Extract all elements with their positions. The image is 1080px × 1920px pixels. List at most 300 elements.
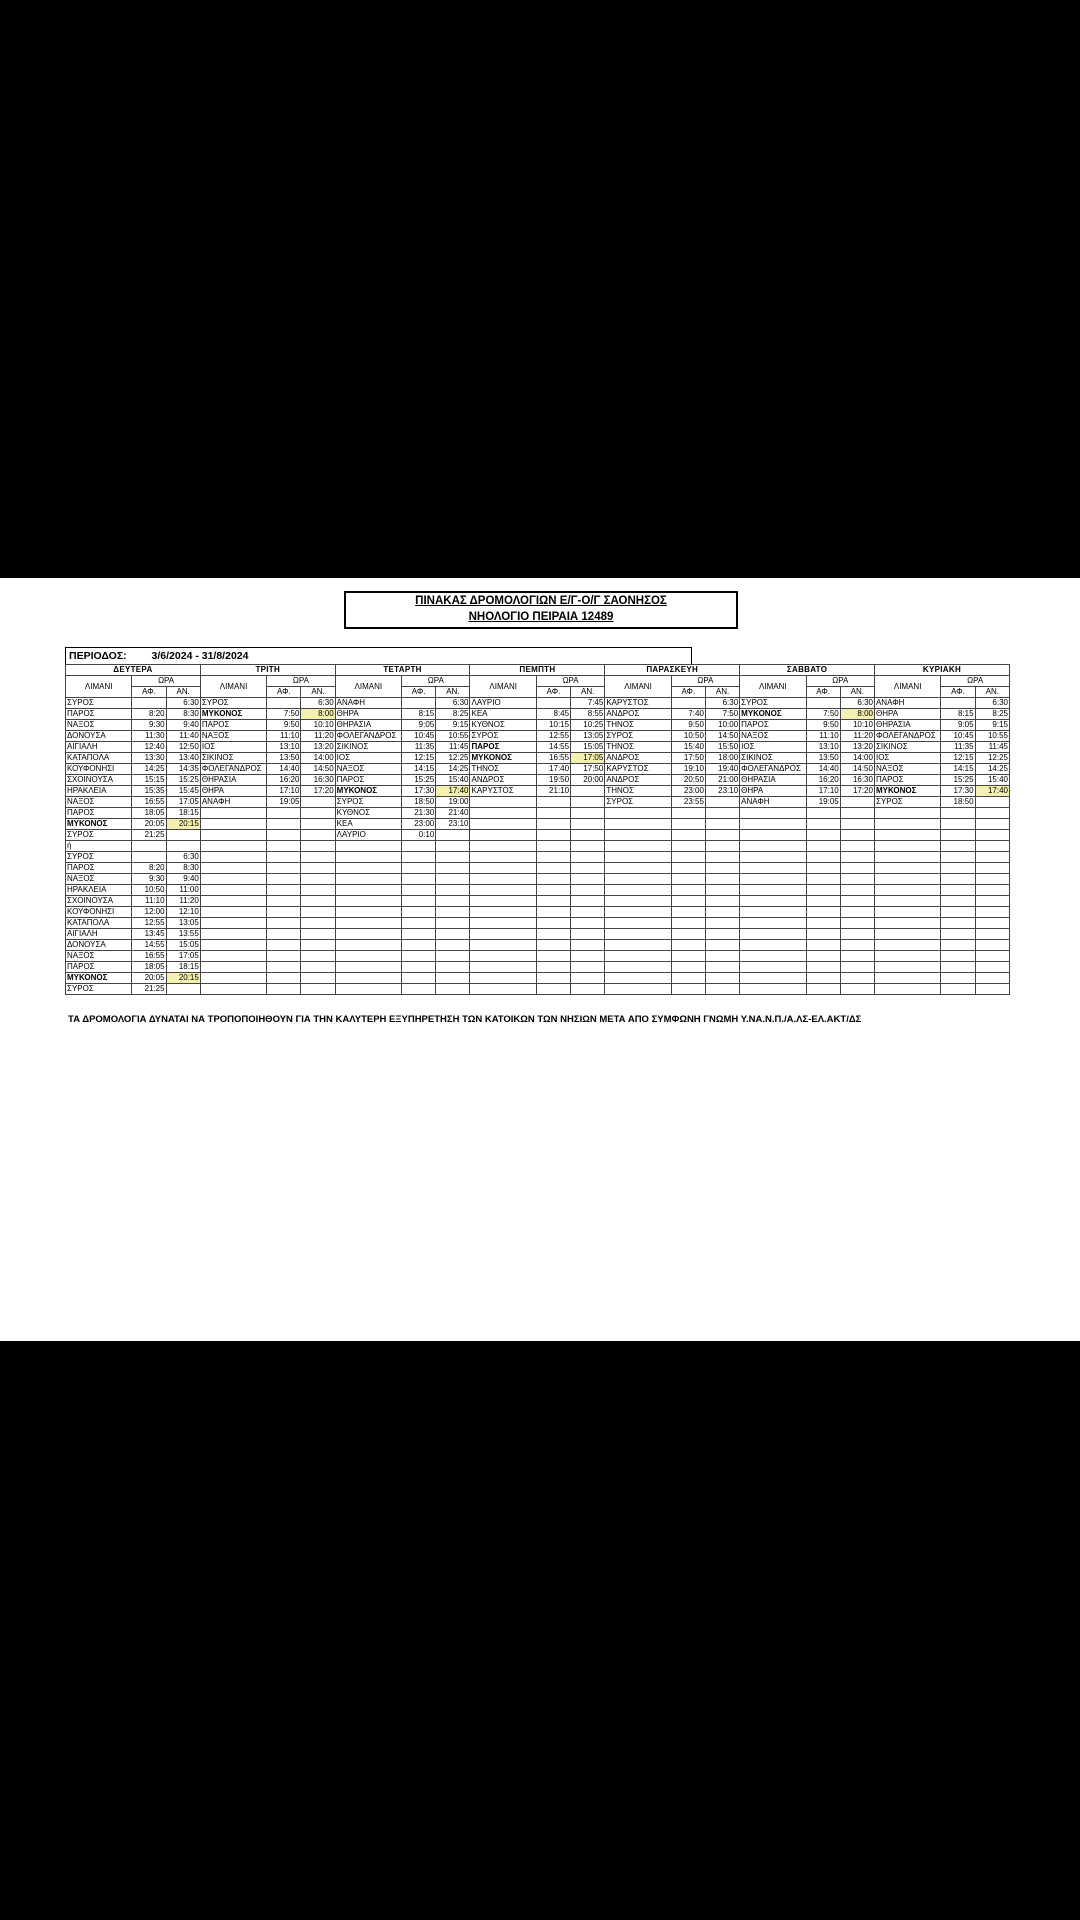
port-cell <box>200 885 266 896</box>
port-cell <box>470 907 536 918</box>
port-cell <box>470 830 536 841</box>
departure-cell <box>402 951 436 962</box>
port-cell <box>740 907 806 918</box>
arrival-cell <box>840 819 874 830</box>
port-cell: ΑΙΓΙΑΛΗ <box>66 929 132 940</box>
port-cell <box>874 819 940 830</box>
arrival-cell: 18:00 <box>705 753 739 764</box>
arrival-cell <box>301 984 335 995</box>
port-cell: ΣΙΚΙΝΟΣ <box>200 753 266 764</box>
departure-cell <box>806 962 840 973</box>
arrival-cell <box>571 973 605 984</box>
time-header: ΩΡΑ <box>806 676 874 687</box>
day-header: ΤΕΤΑΡΤΗ <box>335 665 470 676</box>
departure-cell <box>671 841 705 852</box>
arrival-cell <box>975 797 1009 808</box>
table-row <box>66 830 1010 841</box>
port-cell: ΙΟΣ <box>874 753 940 764</box>
port-cell: ΗΡΑΚΛΕΙΑ <box>66 885 132 896</box>
arrival-cell: 19:00 <box>436 797 470 808</box>
port-cell: ΣΧΟΙΝΟΥΣΑ <box>66 775 132 786</box>
time-header: ΩΡΑ <box>671 676 739 687</box>
departure-cell <box>536 896 570 907</box>
departure-cell <box>536 885 570 896</box>
port-cell <box>874 896 940 907</box>
table-row <box>66 885 1010 896</box>
arrival-cell: 11:45 <box>436 742 470 753</box>
departure-cell <box>806 852 840 863</box>
arrival-cell: 18:15 <box>166 962 200 973</box>
arrival-cell <box>705 808 739 819</box>
departure-cell <box>941 918 975 929</box>
arrival-cell <box>571 830 605 841</box>
port-cell: ΑΙΓΙΑΛΗ <box>66 742 132 753</box>
arrival-cell: 7:45 <box>571 698 605 709</box>
departure-cell <box>402 885 436 896</box>
departure-cell: 14:40 <box>267 764 301 775</box>
departure-cell: 17:40 <box>536 764 570 775</box>
arrival-cell <box>166 984 200 995</box>
arrival-header: ΑΝ. <box>975 687 1009 698</box>
port-cell <box>200 907 266 918</box>
arrival-cell <box>571 819 605 830</box>
port-cell <box>740 863 806 874</box>
port-cell <box>605 808 671 819</box>
port-cell <box>605 940 671 951</box>
port-cell <box>470 918 536 929</box>
port-cell: ΝΑΞΟΣ <box>66 720 132 731</box>
arrival-cell <box>301 940 335 951</box>
departure-cell <box>267 808 301 819</box>
departure-cell: 9:30 <box>132 720 166 731</box>
departure-cell <box>267 852 301 863</box>
arrival-cell: 8:25 <box>436 709 470 720</box>
port-cell <box>605 885 671 896</box>
table-row <box>66 841 1010 852</box>
departure-cell <box>536 984 570 995</box>
arrival-cell: 7:50 <box>705 709 739 720</box>
departure-cell: 16:20 <box>806 775 840 786</box>
departure-cell: 21:30 <box>402 808 436 819</box>
arrival-cell: 13:55 <box>166 929 200 940</box>
port-header: ΛΙΜΑΝΙ <box>335 676 401 698</box>
arrival-cell <box>840 907 874 918</box>
port-cell <box>200 918 266 929</box>
port-cell <box>605 984 671 995</box>
port-cell: ΣΧΟΙΝΟΥΣΑ <box>66 896 132 907</box>
time-header: ΩΡΑ <box>402 676 470 687</box>
departure-cell <box>536 863 570 874</box>
port-cell: ΑΝΔΡΟΣ <box>605 753 671 764</box>
arrival-cell <box>436 907 470 918</box>
departure-cell <box>402 962 436 973</box>
departure-cell <box>806 830 840 841</box>
departure-cell: 14:25 <box>132 764 166 775</box>
departure-cell <box>267 698 301 709</box>
port-cell <box>740 852 806 863</box>
port-cell: ΜΥΚΟΝΟΣ <box>335 786 401 797</box>
arrival-cell <box>436 874 470 885</box>
port-cell: ΠΑΡΟΣ <box>874 775 940 786</box>
arrival-cell <box>840 962 874 973</box>
departure-cell <box>402 698 436 709</box>
departure-cell <box>941 907 975 918</box>
departure-cell <box>941 951 975 962</box>
departure-cell <box>132 852 166 863</box>
departure-cell <box>402 841 436 852</box>
arrival-cell <box>840 808 874 819</box>
port-cell <box>200 962 266 973</box>
departure-cell <box>806 698 840 709</box>
arrival-cell: 6:30 <box>705 698 739 709</box>
departure-cell: 8:20 <box>132 709 166 720</box>
departure-cell <box>402 984 436 995</box>
departure-cell <box>806 984 840 995</box>
port-cell <box>874 984 940 995</box>
arrival-cell <box>975 874 1009 885</box>
document-title <box>344 591 738 629</box>
arrival-cell: 8:00 <box>840 709 874 720</box>
table-row <box>66 742 1010 753</box>
port-cell: ΚΑΡΥΣΤΟΣ <box>605 698 671 709</box>
arrival-cell: 14:50 <box>705 731 739 742</box>
port-cell <box>874 962 940 973</box>
port-cell <box>874 951 940 962</box>
port-cell <box>200 830 266 841</box>
arrival-cell <box>705 962 739 973</box>
departure-cell <box>536 907 570 918</box>
port-cell <box>605 874 671 885</box>
time-header: ΩΡΑ <box>536 676 604 687</box>
port-cell <box>470 951 536 962</box>
port-cell <box>740 973 806 984</box>
departure-cell <box>941 962 975 973</box>
table-row <box>66 863 1010 874</box>
departure-cell <box>536 808 570 819</box>
arrival-cell <box>975 962 1009 973</box>
arrival-cell <box>705 852 739 863</box>
arrival-cell <box>571 797 605 808</box>
departure-cell <box>536 962 570 973</box>
port-cell <box>740 896 806 907</box>
arrival-cell: 6:30 <box>166 698 200 709</box>
departure-cell <box>671 808 705 819</box>
departure-cell: 15:35 <box>132 786 166 797</box>
port-cell <box>470 962 536 973</box>
departure-cell <box>671 951 705 962</box>
departure-cell: 12:15 <box>941 753 975 764</box>
departure-cell: 18:05 <box>132 962 166 973</box>
departure-cell: 19:05 <box>267 797 301 808</box>
port-cell <box>200 929 266 940</box>
departure-cell <box>267 863 301 874</box>
port-cell: ΝΑΞΟΣ <box>66 874 132 885</box>
port-cell: ΤΗΝΟΣ <box>605 742 671 753</box>
departure-cell <box>267 929 301 940</box>
arrival-cell: 13:05 <box>571 731 605 742</box>
port-cell: ΘΗΡΑ <box>335 709 401 720</box>
arrival-cell <box>975 940 1009 951</box>
departure-cell <box>941 896 975 907</box>
arrival-cell <box>436 962 470 973</box>
arrival-cell <box>301 819 335 830</box>
departure-cell: 9:50 <box>806 720 840 731</box>
arrival-cell <box>975 819 1009 830</box>
arrival-cell: 9:15 <box>975 720 1009 731</box>
arrival-cell: 12:50 <box>166 742 200 753</box>
port-cell <box>874 808 940 819</box>
departure-cell <box>806 841 840 852</box>
port-cell <box>605 852 671 863</box>
port-cell <box>874 918 940 929</box>
port-cell <box>200 984 266 995</box>
departure-cell <box>671 874 705 885</box>
port-cell <box>874 830 940 841</box>
arrival-cell <box>705 918 739 929</box>
departure-cell <box>671 830 705 841</box>
port-cell: ΑΝΑΦΗ <box>874 698 940 709</box>
departure-header: ΑΦ. <box>536 687 570 698</box>
arrival-cell <box>436 852 470 863</box>
arrival-cell <box>571 984 605 995</box>
departure-cell: 8:45 <box>536 709 570 720</box>
arrival-cell: 17:20 <box>301 786 335 797</box>
arrival-header: ΑΝ. <box>166 687 200 698</box>
port-cell <box>740 918 806 929</box>
port-cell: ΑΝΑΦΗ <box>200 797 266 808</box>
arrival-cell <box>840 841 874 852</box>
port-cell <box>740 962 806 973</box>
arrival-cell <box>301 852 335 863</box>
day-header: ΔΕΥΤΕΡΑ <box>66 665 201 676</box>
port-cell: ΠΑΡΟΣ <box>740 720 806 731</box>
port-cell: ΣΥΡΟΣ <box>470 731 536 742</box>
arrival-cell <box>975 951 1009 962</box>
departure-cell <box>806 874 840 885</box>
arrival-cell: 11:20 <box>840 731 874 742</box>
arrival-cell <box>571 896 605 907</box>
port-cell: ΣΥΡΟΣ <box>66 698 132 709</box>
arrival-cell <box>301 929 335 940</box>
arrival-cell: 8:00 <box>301 709 335 720</box>
departure-cell <box>671 863 705 874</box>
port-cell <box>605 819 671 830</box>
departure-cell <box>671 984 705 995</box>
day-header: ΚΥΡΙΑΚΗ <box>874 665 1009 676</box>
table-row <box>66 940 1010 951</box>
port-cell <box>874 852 940 863</box>
arrival-cell <box>705 863 739 874</box>
arrival-cell: 14:25 <box>975 764 1009 775</box>
day-header: ΠΕΜΠΤΗ <box>470 665 605 676</box>
port-cell <box>200 874 266 885</box>
arrival-cell <box>840 973 874 984</box>
arrival-cell <box>840 918 874 929</box>
table-row <box>66 764 1010 775</box>
arrival-cell: 14:50 <box>840 764 874 775</box>
departure-cell: 13:10 <box>806 742 840 753</box>
departure-cell <box>267 984 301 995</box>
departure-cell: 21:10 <box>536 786 570 797</box>
port-cell: ΘΗΡΑΣΙΑ <box>874 720 940 731</box>
port-cell: ΜΥΚΟΝΟΣ <box>470 753 536 764</box>
departure-cell <box>267 830 301 841</box>
day-header: ΣΑΒΒΑΤΟ <box>740 665 875 676</box>
arrival-cell <box>975 863 1009 874</box>
arrival-cell <box>975 918 1009 929</box>
arrival-cell <box>840 951 874 962</box>
departure-cell <box>402 973 436 984</box>
departure-cell <box>402 863 436 874</box>
arrival-cell <box>975 907 1009 918</box>
departure-cell <box>536 929 570 940</box>
arrival-cell <box>705 984 739 995</box>
arrival-cell: 15:45 <box>166 786 200 797</box>
departure-cell: 14:55 <box>536 742 570 753</box>
port-cell <box>470 874 536 885</box>
departure-cell: 13:50 <box>806 753 840 764</box>
departure-cell: 18:05 <box>132 808 166 819</box>
port-cell <box>874 907 940 918</box>
departure-cell: 13:45 <box>132 929 166 940</box>
departure-cell: 11:10 <box>132 896 166 907</box>
arrival-cell <box>705 841 739 852</box>
departure-cell: 17:50 <box>671 753 705 764</box>
departure-cell: 19:05 <box>806 797 840 808</box>
table-row <box>66 753 1010 764</box>
port-cell <box>335 863 401 874</box>
departure-cell: 7:50 <box>267 709 301 720</box>
port-cell <box>605 918 671 929</box>
arrival-cell <box>705 951 739 962</box>
arrival-cell: 10:55 <box>436 731 470 742</box>
port-cell: ΝΑΞΟΣ <box>66 951 132 962</box>
port-cell <box>605 962 671 973</box>
departure-cell <box>671 896 705 907</box>
departure-cell <box>941 940 975 951</box>
port-cell: ΜΥΚΟΝΟΣ <box>66 819 132 830</box>
port-cell <box>200 973 266 984</box>
departure-cell <box>941 929 975 940</box>
port-cell <box>874 885 940 896</box>
departure-cell: 17:10 <box>267 786 301 797</box>
arrival-cell <box>571 863 605 874</box>
arrival-cell <box>840 830 874 841</box>
port-cell: ΚΕΑ <box>470 709 536 720</box>
departure-cell <box>671 940 705 951</box>
port-cell: ΘΗΡΑ <box>740 786 806 797</box>
port-cell <box>740 841 806 852</box>
departure-cell: 20:05 <box>132 973 166 984</box>
departure-cell: 12:55 <box>132 918 166 929</box>
port-cell <box>470 929 536 940</box>
port-header: ΛΙΜΑΝΙ <box>874 676 940 698</box>
port-cell: ΘΗΡΑΣΙΑ <box>740 775 806 786</box>
arrival-cell: 20:15 <box>166 973 200 984</box>
departure-cell: 8:15 <box>402 709 436 720</box>
port-cell <box>740 808 806 819</box>
title-line-1: ΠΙΝΑΚΑΣ ΔΡΟΜΟΛΟΓΙΩΝ Ε/Γ-Ο/Γ ΣΑΟΝΗΣΟΣ <box>415 595 667 607</box>
port-cell: ΑΝΑΦΗ <box>740 797 806 808</box>
arrival-cell <box>301 830 335 841</box>
port-cell: ΔΟΝΟΥΣΑ <box>66 731 132 742</box>
departure-cell: 7:40 <box>671 709 705 720</box>
port-cell: ΤΗΝΟΣ <box>470 764 536 775</box>
port-cell: ΣΥΡΟΣ <box>66 830 132 841</box>
port-cell <box>335 874 401 885</box>
port-cell <box>740 874 806 885</box>
departure-cell <box>941 984 975 995</box>
port-cell: ΠΑΡΟΣ <box>66 808 132 819</box>
arrival-cell <box>571 951 605 962</box>
departure-cell <box>806 918 840 929</box>
port-cell <box>605 929 671 940</box>
port-cell <box>470 819 536 830</box>
departure-cell: 15:25 <box>941 775 975 786</box>
departure-cell <box>402 896 436 907</box>
arrival-cell <box>975 973 1009 984</box>
port-cell: ΛΑΥΡΙΟ <box>470 698 536 709</box>
departure-cell <box>267 973 301 984</box>
arrival-cell: 14:00 <box>840 753 874 764</box>
arrival-cell: 14:25 <box>436 764 470 775</box>
port-cell <box>200 940 266 951</box>
arrival-cell <box>975 885 1009 896</box>
arrival-cell: 10:10 <box>840 720 874 731</box>
port-cell: ΦΟΛΕΓΑΝΔΡΟΣ <box>200 764 266 775</box>
port-cell <box>335 973 401 984</box>
arrival-cell: 23:10 <box>436 819 470 830</box>
departure-cell: 9:50 <box>671 720 705 731</box>
departure-cell <box>402 907 436 918</box>
arrival-cell: 11:40 <box>166 731 200 742</box>
port-cell <box>200 852 266 863</box>
arrival-cell: 17:40 <box>436 786 470 797</box>
port-cell <box>470 885 536 896</box>
table-row <box>66 852 1010 863</box>
arrival-cell <box>436 940 470 951</box>
port-cell <box>874 841 940 852</box>
departure-cell <box>267 896 301 907</box>
departure-cell: 14:40 <box>806 764 840 775</box>
port-cell: ΣΥΡΟΣ <box>200 698 266 709</box>
arrival-cell <box>571 874 605 885</box>
arrival-cell: 14:00 <box>301 753 335 764</box>
arrival-cell <box>436 830 470 841</box>
departure-cell: 13:30 <box>132 753 166 764</box>
departure-header: ΑΦ. <box>132 687 166 698</box>
arrival-cell <box>705 797 739 808</box>
arrival-cell: 15:40 <box>975 775 1009 786</box>
arrival-cell: 10:25 <box>571 720 605 731</box>
departure-cell: 18:50 <box>402 797 436 808</box>
table-row <box>66 896 1010 907</box>
departure-cell: 8:15 <box>941 709 975 720</box>
arrival-cell <box>840 797 874 808</box>
port-header: ΛΙΜΑΝΙ <box>740 676 806 698</box>
arrival-cell: 6:30 <box>301 698 335 709</box>
arrival-cell <box>840 885 874 896</box>
port-cell: ΚΕΑ <box>335 819 401 830</box>
port-cell <box>200 863 266 874</box>
arrival-cell <box>301 896 335 907</box>
arrival-cell: 17:20 <box>840 786 874 797</box>
departure-cell <box>806 940 840 951</box>
departure-cell: 20:05 <box>132 819 166 830</box>
time-header: ΩΡΑ <box>132 676 200 687</box>
departure-cell: 15:40 <box>671 742 705 753</box>
port-cell: ΙΟΣ <box>200 742 266 753</box>
